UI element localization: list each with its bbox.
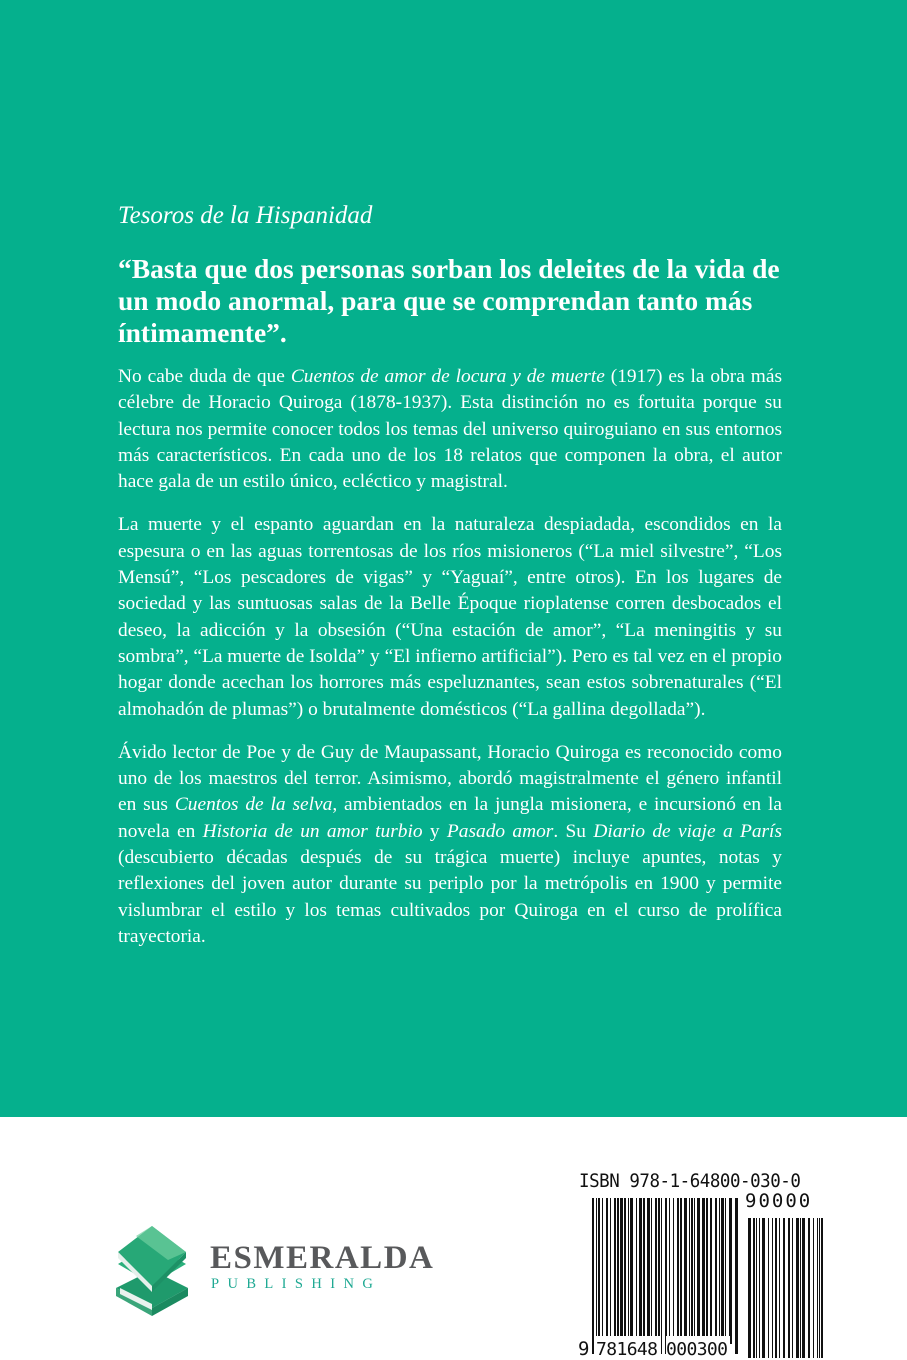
barcode-bar <box>651 1198 652 1344</box>
barcode-bar <box>813 1218 814 1358</box>
barcode-bar <box>624 1198 626 1344</box>
work-title: Cuentos de la selva <box>174 794 333 816</box>
barcode-bar <box>715 1198 717 1344</box>
barcode-bar <box>721 1198 724 1344</box>
synopsis-paragraph <box>118 364 782 495</box>
book-stack-icon <box>112 1226 192 1318</box>
barcode-bar <box>779 1218 780 1358</box>
barcode-bar <box>756 1218 757 1358</box>
barcode-bar <box>610 1198 611 1344</box>
barcode-bar <box>680 1198 682 1344</box>
barcode-bar <box>602 1198 603 1344</box>
work-title: Pasado amor <box>446 820 554 842</box>
barcode-bar <box>620 1198 623 1344</box>
publisher-name: ESMERALDA <box>210 1240 435 1276</box>
barcode-bar <box>706 1198 708 1344</box>
barcode-bar <box>655 1198 657 1344</box>
synopsis <box>118 364 782 967</box>
barcode-bar <box>710 1198 712 1344</box>
pull-quote: “Basta que dos personas sorban los deleites de la vida de un modo anormal, para que se comprendan tanto más íntimamente”. <box>118 253 780 348</box>
barcode-bar <box>658 1198 660 1344</box>
text-segment: (descubierto décadas después de su trágica muerte) incluye apuntes, notas y reflexiones del joven autor durante su periplo por la metrópolis en 1900 y permite vislumbrar el estilo y los temas cultivados por Quiroga en el curso de prolífica trayectoria. <box>118 847 782 947</box>
barcode-bar <box>630 1198 633 1344</box>
barcode-bar <box>819 1218 820 1358</box>
ean-first-digit: 9 <box>578 1338 590 1360</box>
publisher-subtitle: PUBLISHING <box>211 1276 382 1292</box>
barcode-bar <box>598 1198 600 1344</box>
text-segment: . Su <box>553 820 594 842</box>
barcode-bar <box>753 1218 755 1358</box>
barcode-bar <box>636 1198 637 1344</box>
barcode-bar <box>775 1218 777 1358</box>
barcode-bar <box>697 1198 700 1344</box>
barcode-bar <box>788 1218 790 1358</box>
barcode-bar <box>691 1198 693 1344</box>
barcode-bar <box>808 1218 810 1358</box>
barcode-bar <box>684 1198 687 1344</box>
barcode-bar <box>729 1198 732 1344</box>
barcode-bar <box>614 1198 616 1344</box>
barcode-bar <box>792 1218 793 1358</box>
barcode-bar <box>669 1198 670 1344</box>
barcode-bar <box>719 1198 720 1344</box>
text-segment: (1917) es la obra más célebre de Horacio Quiroga (1878-1937). Esta distinción no es fortuita porque su lectura nos permite conocer todos los temas del universo quiroguiano en sus entornos más característicos. En cada uno de los 18 relatos que componen la obra, el autor hace gala de un estilo único, ecléctico y magistral. <box>118 366 782 493</box>
synopsis-paragraph <box>118 512 782 722</box>
barcode <box>576 1190 826 1360</box>
text-segment: La muerte y el espanto aguardan en la naturaleza despiadada, escondidos en la espesura o en las aguas torrentosas de los ríos misioneros (“La miel silvestre”, “Los Mensú”, “Los pescadores de vigas” y “Yaguaí”, entre otros). En los lugares de sociedad y las suntuosas salas de la Belle Époque rioplatense corren desbocados el deseo, la adicción y la obsesión (“Una estación de amor”, “La meningitis y su sombra”, “La muerte de Isolda” y “El infierno artificial”). Pero es tal vez en el propio hogar donde acechan los horrores más espeluznantes, sean estos sobrenaturales (“El almohadón de plumas”) o brutalmente domésticos (“La gallina degollada”). <box>118 514 782 720</box>
work-title: Cuentos de amor de locura y de muerte <box>290 366 605 387</box>
barcode-bar <box>596 1198 597 1344</box>
barcode-bar <box>694 1198 695 1344</box>
barcode-bar <box>673 1198 674 1344</box>
barcode-bar <box>748 1218 751 1358</box>
text-segment: y <box>422 820 447 842</box>
barcode-bar <box>800 1218 801 1358</box>
barcode-bar <box>665 1198 667 1354</box>
barcode-bar <box>762 1218 765 1358</box>
barcode-bar <box>796 1218 799 1358</box>
barcode-bar <box>592 1198 594 1354</box>
barcode-bar <box>677 1198 679 1344</box>
barcode-bar <box>817 1218 818 1358</box>
barcode-bar <box>647 1198 650 1344</box>
work-title: Diario de viaje a París <box>593 820 782 842</box>
synopsis-paragraph <box>118 740 782 950</box>
barcode-bar <box>725 1198 726 1344</box>
barcode-bar <box>768 1218 769 1358</box>
isbn-label: ISBN 978-1-64800-030-0 <box>579 1170 801 1192</box>
series-title: Tesoros de la Hispanidad <box>118 202 373 229</box>
barcode-bar <box>661 1198 662 1354</box>
barcode-bar <box>628 1198 629 1344</box>
barcode-bar <box>689 1198 690 1344</box>
ean-left-digits: 781648 <box>596 1339 658 1360</box>
barcode-bar <box>606 1198 608 1344</box>
ean-right-digits: 000300 <box>666 1339 728 1360</box>
barcode-bar <box>735 1198 738 1354</box>
text-segment: No cabe duda de que <box>118 366 291 387</box>
barcode-bar <box>639 1198 642 1344</box>
text-segment: Ávido lector de Poe y de Guy de Maupassant, Horacio Quiroga es reconocido como uno de los maestros del terror. Asimismo, abordó magistralmente el género infantil en sus <box>118 741 782 816</box>
barcode-bar <box>759 1218 760 1358</box>
barcode-bar <box>702 1198 705 1344</box>
barcode-bar <box>617 1198 619 1344</box>
barcode-bar <box>802 1218 805 1358</box>
barcode-bar <box>821 1218 823 1358</box>
addon-number: 90000 <box>745 1190 813 1212</box>
barcode-bar <box>772 1218 773 1358</box>
work-title: Historia de un amor turbio <box>202 820 423 842</box>
barcode-bar <box>783 1218 785 1358</box>
text-segment: , ambientados en la jungla misionera, e incursionó en la novela en <box>118 794 782 842</box>
barcode-bar <box>643 1198 645 1344</box>
